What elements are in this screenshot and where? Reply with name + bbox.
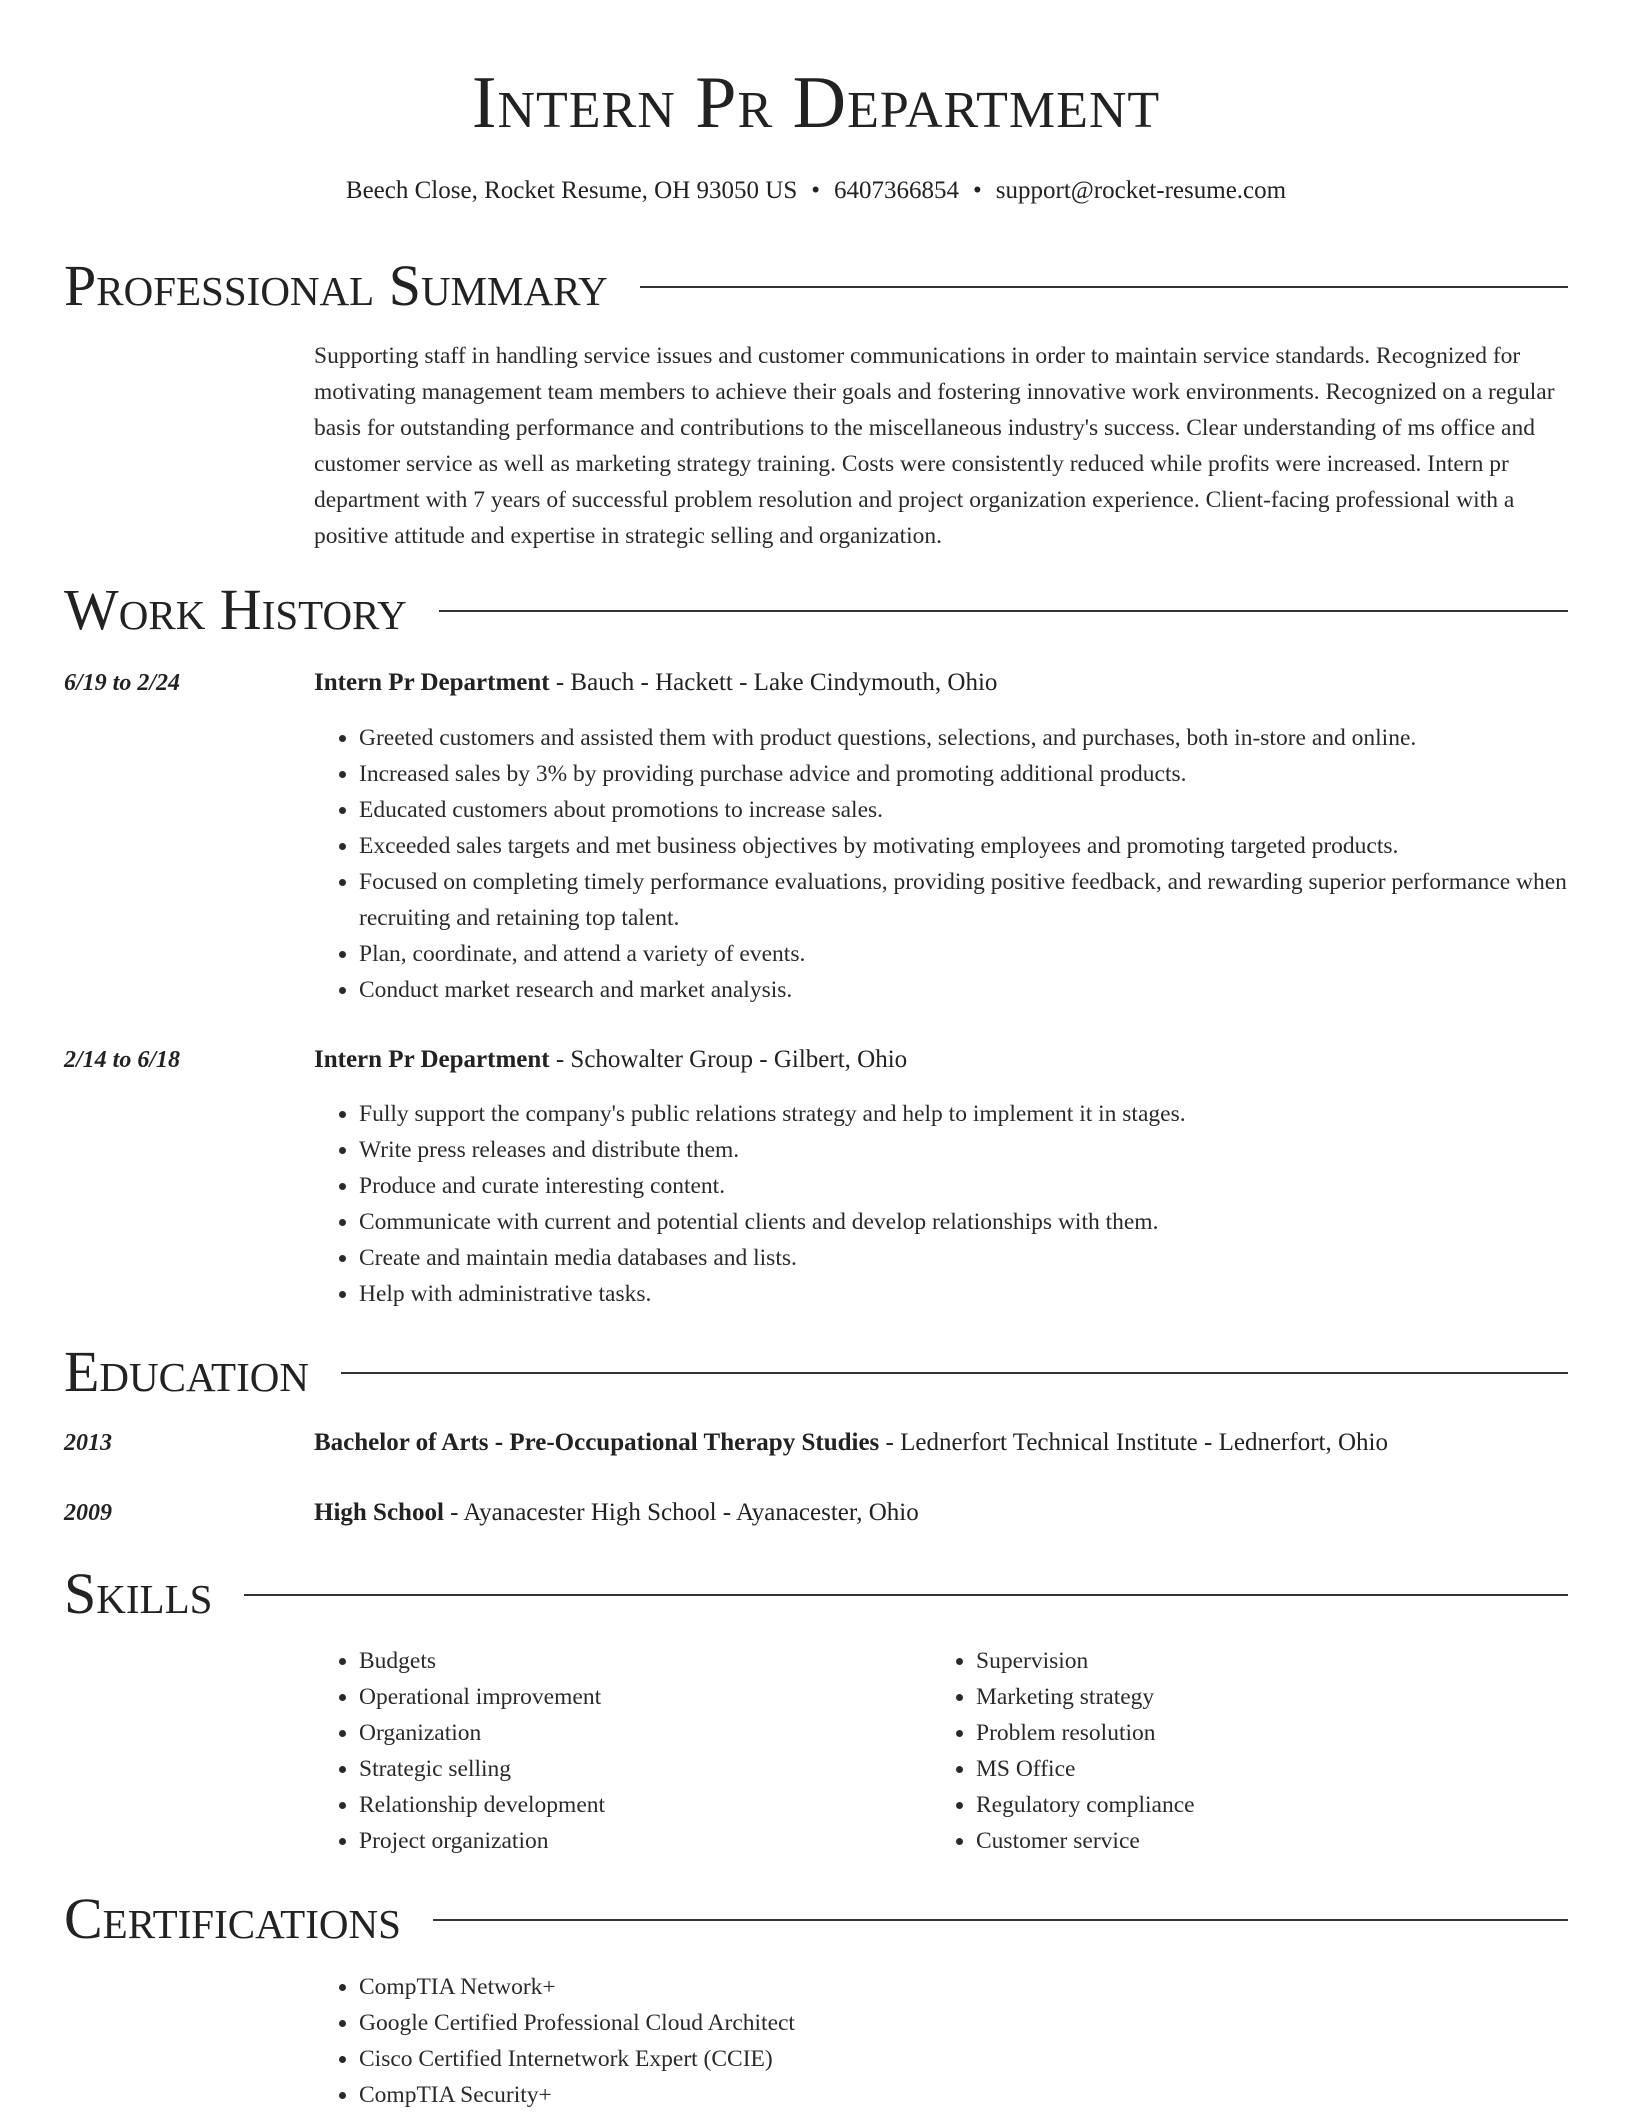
- list-item: • Cisco Certified Internetwork Expert (CCIE): [359, 2041, 1613, 2077]
- skills-list-left: [314, 1643, 919, 1859]
- contact-address: Beech Close, Rocket Resume, OH 93050 US: [345, 177, 798, 204]
- list-item: • Conduct market research and market analysis.: [359, 972, 1613, 1008]
- section-title: Work History: [64, 577, 407, 642]
- section-divider: [341, 1372, 1568, 1374]
- list-item: • CompTIA Network+: [359, 1969, 1613, 2005]
- summary-text: Supporting staff in handling service issues and customer communications in order to maintain service standards. Recognized for motivating management team members to achieve their goals and fostering innovative work environments. Recognized on a regular basis for outstanding performance and contributions to the miscellaneous industry's success. Clear understanding of ms office and customer service as well as marketing strategy training. Costs were consistently reduced while profits were increased. Intern pr department with 7 years of successful problem resolution and project organization experience. Client-facing professional with a positive attitude and expertise in strategic selling and organization.: [314, 343, 1555, 549]
- education-year: 2013: [64, 1430, 112, 1456]
- education-details: - Ayanacester High School - Ayanacester, Ohio: [443, 1499, 919, 1526]
- contact-separator: •: [811, 177, 821, 204]
- education-year: 2009: [64, 1500, 112, 1526]
- list-item: • Write press releases and distribute them.: [359, 1132, 1613, 1168]
- list-item: • Greeted customers and assisted them with product questions, selections, and purchases, both in-store and online.: [359, 720, 1613, 756]
- section-divider: [433, 1919, 1568, 1921]
- list-item: • Organization: [359, 1715, 919, 1751]
- section-title: Certifications: [64, 1886, 401, 1951]
- job-title-line: [314, 1043, 1568, 1077]
- section-divider: [439, 610, 1568, 612]
- skills-list-right: [931, 1643, 1536, 1859]
- contact-line: [0, 174, 1632, 208]
- section-title: Skills: [64, 1561, 213, 1626]
- section-title: Education: [64, 1339, 309, 1404]
- list-item: • Supervision: [976, 1643, 1536, 1679]
- job-dates: 6/19 to 2/24: [64, 670, 181, 696]
- list-item: • Relationship development: [359, 1787, 919, 1823]
- section-header-summary: [64, 254, 1568, 318]
- job-title: Intern Pr Department: [314, 669, 550, 696]
- contact-email: support@rocket-resume.com: [995, 177, 1287, 204]
- job-dates: 2/14 to 6/18: [64, 1047, 181, 1073]
- list-item: • Focused on completing timely performance evaluations, providing positive feedback, and rewarding superior performance when recruiting and retaining top talent.: [359, 864, 1613, 936]
- list-item: • Communicate with current and potential clients and develop relationships with them.: [359, 1204, 1613, 1240]
- list-item: • Marketing strategy: [976, 1679, 1536, 1715]
- list-item: • MS Office: [976, 1751, 1536, 1787]
- list-item: • Budgets: [359, 1643, 919, 1679]
- list-item: • Operational improvement: [359, 1679, 919, 1715]
- candidate-name: Intern Pr Department: [471, 62, 1161, 144]
- list-item: • Educated customers about promotions to increase sales.: [359, 792, 1613, 828]
- section-header-certifications: [64, 1887, 1568, 1951]
- section-divider: [640, 286, 1568, 288]
- job-title: Intern Pr Department: [314, 1046, 550, 1073]
- list-item: • Problem resolution: [976, 1715, 1536, 1751]
- section-header-education: [64, 1340, 1568, 1404]
- section-divider: [244, 1594, 1568, 1596]
- list-item: • Help with administrative tasks.: [359, 1276, 1613, 1312]
- section-header-work-history: [64, 578, 1568, 642]
- section-title: Professional Summary: [64, 253, 608, 318]
- job-title-line: [314, 666, 1568, 700]
- education-degree: High School: [314, 1499, 444, 1526]
- job-bullet-list: [314, 1096, 1613, 1312]
- list-item: • Create and maintain media databases and lists.: [359, 1240, 1613, 1276]
- list-item: • Increased sales by 3% by providing purchase advice and promoting additional products.: [359, 756, 1613, 792]
- list-item: • Fully support the company's public relations strategy and help to implement it in stages.: [359, 1096, 1613, 1132]
- list-item: • Produce and curate interesting content.: [359, 1168, 1613, 1204]
- contact-separator: •: [973, 177, 982, 204]
- list-item: • Regulatory compliance: [976, 1787, 1536, 1823]
- education-line: [314, 1426, 1568, 1460]
- education-details: - Lednerfort Technical Institute - Lednerfort, Ohio: [879, 1429, 1388, 1456]
- list-item: • Customer service: [976, 1823, 1536, 1859]
- job-details: - Schowalter Group - Gilbert, Ohio: [549, 1046, 908, 1073]
- list-item: • CompTIA Security+: [359, 2077, 1613, 2113]
- section-header-skills: [64, 1562, 1568, 1626]
- list-item: • Strategic selling: [359, 1751, 919, 1787]
- list-item: • Project organization: [359, 1823, 919, 1859]
- list-item: • Exceeded sales targets and met business objectives by motivating employees and promoting targeted products.: [359, 828, 1613, 864]
- certifications-list: [314, 1969, 1613, 2113]
- contact-phone: 6407366854: [834, 177, 960, 204]
- list-item: • Google Certified Professional Cloud Architect: [359, 2005, 1613, 2041]
- job-details: - Bauch - Hackett - Lake Cindymouth, Ohio: [549, 669, 998, 696]
- job-bullet-list: [314, 720, 1613, 1008]
- education-line: [314, 1496, 1568, 1530]
- list-item: • Plan, coordinate, and attend a variety of events.: [359, 936, 1613, 972]
- education-degree: Bachelor of Arts - Pre-Occupational Therapy Studies: [314, 1429, 880, 1456]
